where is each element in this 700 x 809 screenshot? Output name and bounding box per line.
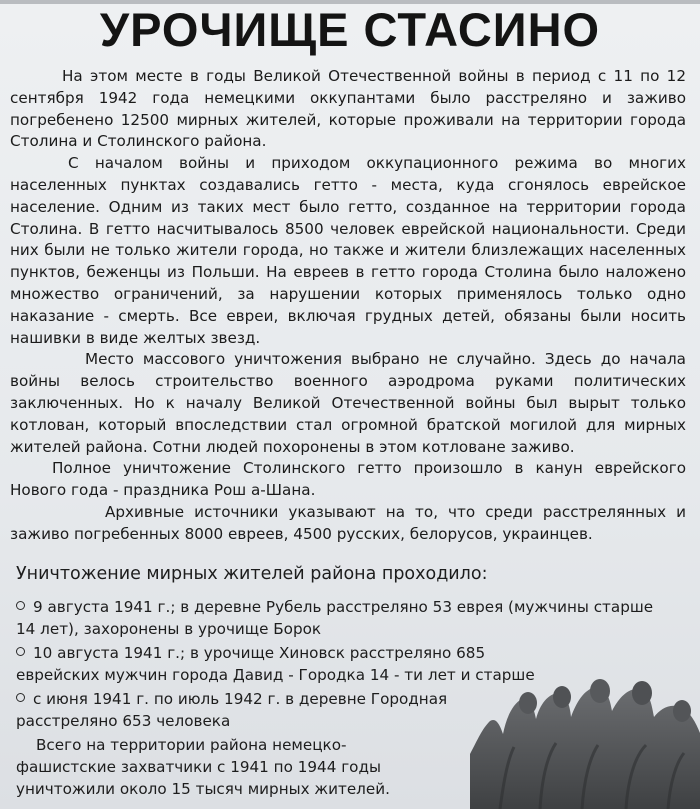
- circle-bullet-icon: [16, 693, 25, 702]
- list-heading: Уничтожение мирных жителей района проходило:: [16, 564, 488, 584]
- list-item-text: с июня 1941 г. по июль 1942 г. в деревне Городная расстреляно 653 человека: [16, 690, 448, 730]
- paragraph-destruction: Полное уничтожение Столинского гетто произошло в канун еврейского Нового года - праздника Рош а-Шана.: [10, 459, 686, 500]
- circle-bullet-icon: [16, 647, 25, 656]
- memorial-sculpture: [470, 659, 700, 809]
- circle-bullet-icon: [16, 601, 25, 610]
- list-item-text: 9 августа 1941 г.; в деревне Рубель расстреляно 53 еврея (мужчины старше 14 лет), захоронены в урочище Борок: [16, 598, 654, 638]
- paragraph-intro: На этом месте в годы Великой Отечественной войны в период с 11 по 12 сентября 1942 года немецкими оккупантами было расстреляно и заживо погребенено 12500 мирных жителей, которые проживали на территории города Столина и Столинского района.: [10, 67, 686, 151]
- paragraph-ghetto: С началом войны и приходом оккупационного режима во многих населенных пунктах создавались гетто - места, куда сгонялось еврейское население. Одним из таких мест было гетто, созданное на территории города Столина. В гетто насчитывалось 8500 человек еврейской национальности. Среди них были не только жители города, но также и жители близлежащих населенных пунктов, беженцы из Польши. На евреев в гетто города Столина было наложено множество ограничений, за нарушении которых применялось только одно наказание - смерть. Все евреи, включая грудных детей, обязаны были носить нашивки в виде желтых звезд.: [10, 154, 686, 347]
- paragraph-archives: Архивные источники указывают на то, что среди расстрелянных и заживо погребенных 8000 евреев, 4500 русских, белорусов, украинцев.: [10, 502, 686, 543]
- page-title: УРОЧИЩЕ СТАСИНО: [99, 3, 601, 56]
- summary-text: Всего на территории района немецко-фашистские захватчики с 1941 по 1944 годы уничтожили около 15 тысяч мирных жителей.: [16, 736, 390, 798]
- list-item: [16, 596, 676, 640]
- list-item: [16, 688, 456, 732]
- main-text: [10, 66, 686, 546]
- list-item-text: 10 августа 1941 г.; в урочище Хиновск расстреляно 685 еврейских мужчин города Давид - Городка 14 - ти лет и старше: [16, 644, 535, 684]
- paragraph-place: Место массового уничтожения выбрано не случайно. Здесь до начала войны велось строительство военного аэродрома руками политических заключенных. Но к началу Великой Отечественной войны был вырыт только котлован, который впоследствии стал огромной братской могилой для мирных жителей района. Сотни людей похоронены в этом котловане заживо.: [10, 350, 686, 456]
